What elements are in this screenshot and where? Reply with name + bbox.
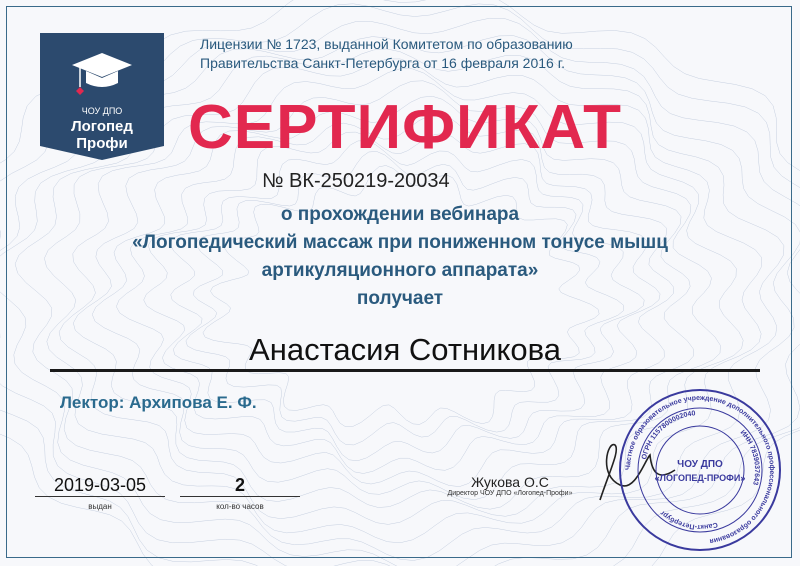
lecturer: Лектор: Архипова Е. Ф. — [60, 393, 257, 412]
hours-line — [180, 496, 300, 497]
stamp-inn: ИНН 7839037643 — [738, 429, 761, 486]
stamp-outer-text: Частное образовательное учреждение дополнительного профессионального образования — [624, 394, 776, 545]
webinar-description — [80, 201, 720, 313]
stamp-icon — [615, 385, 785, 555]
recipient-underline — [50, 369, 760, 372]
svg-text:Санкт-Петербург — [659, 509, 718, 530]
certificate-number: № ВК-250219-20034 — [262, 170, 450, 192]
issue-date-line — [35, 496, 165, 497]
stamp-city: Санкт-Петербург — [659, 508, 719, 531]
logo — [40, 33, 164, 160]
webinar-line-2: «Логопедический массаж при пониженном тонусе мышц — [132, 232, 668, 253]
license-text — [200, 35, 620, 73]
director-title: Директор ЧОУ ДПО «Логопед-Профи» — [447, 490, 573, 497]
issue-date-label: выдан — [88, 502, 112, 511]
stamp-ogrn: ОГРН 1157800002040 — [641, 410, 696, 461]
certificate-title: СЕРТИФИКАТ — [188, 93, 622, 162]
webinar-line-4: получает — [356, 288, 444, 309]
hours-value: 2 — [234, 475, 245, 495]
webinar-line-1: о прохождении вебинара — [280, 204, 520, 225]
logo-name-line1: Логопед — [71, 118, 133, 135]
issue-date: 2019-03-05 — [53, 475, 147, 495]
license-line-2: Правительства Санкт-Петербурга от 16 февраля 2016 г. — [200, 55, 565, 71]
hours-label: кол-во часов — [216, 502, 264, 511]
stamp-center-line2: «ЛОГОПЕД-ПРОФИ» — [654, 473, 746, 483]
recipient-name: Анастасия Сотникова — [249, 332, 561, 367]
director-name: Жукова О.С — [471, 474, 549, 490]
license-line-1: Лицензии № 1723, выданной Комитетом по образованию — [200, 36, 573, 52]
logo-name-line2: Профи — [76, 135, 128, 152]
webinar-line-3: артикуляционного аппарата» — [261, 260, 539, 281]
stamp-center-line1: ЧОУ ДПО — [677, 459, 723, 470]
logo-small-text: ЧОУ ДПО — [81, 106, 123, 116]
